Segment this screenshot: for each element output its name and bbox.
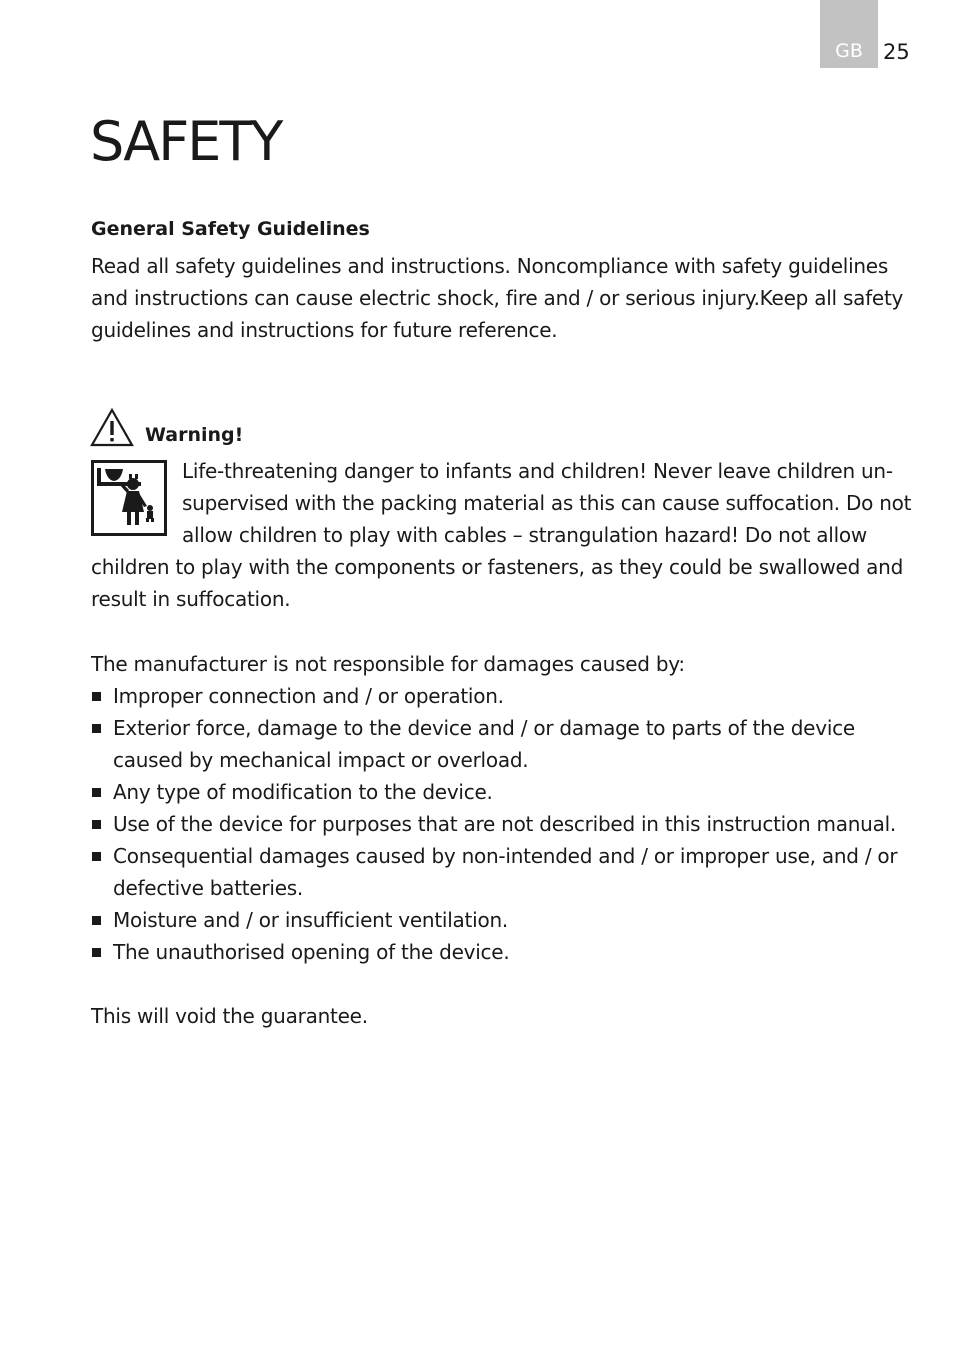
list-item: Exterior force, damage to the device and / or damage to parts of the device caused by mechanical impact or overload.: [91, 712, 921, 776]
pictogram-wrap-spacer: [91, 455, 182, 551]
damage-causes-list: [91, 680, 921, 968]
list-item: Moisture and / or insufficient ventilation.: [91, 904, 921, 936]
warning-text-block: [91, 455, 921, 615]
general-safety-heading: General Safety Guidelines: [91, 218, 370, 240]
list-item: Any type of modification to the device.: [91, 776, 921, 808]
general-safety-text: Read all safety guidelines and instructions. Noncompliance with safety guidelines and instructions can cause electric shock, fire and / or serious injury.Keep all safety guidelines and instructions for future reference.: [91, 254, 904, 342]
warning-text: Life-threatening danger to infants and children! Never leave children un-supervised with the packing material as this can cause suffocation. Do not allow children to play with cables – strangulation hazard! Do not allow children to play with the components or fasteners, as they could be swallowed and result in suffocation.: [91, 459, 912, 611]
page-title: SAFETY: [90, 110, 282, 173]
guarantee-void-note: This will void the guarantee.: [91, 1004, 368, 1028]
list-item: Improper connection and / or operation.: [91, 680, 921, 712]
list-item: Consequential damages caused by non-intended and / or improper use, and / or defective batteries.: [91, 840, 921, 904]
list-item: Use of the device for purposes that are not described in this instruction manual.: [91, 808, 921, 840]
list-item: The unauthorised opening of the device.: [91, 936, 921, 968]
language-tab: GB: [820, 0, 878, 68]
responsibility-intro: The manufacturer is not responsible for damages caused by:: [91, 652, 685, 676]
page-number: 25: [883, 40, 910, 64]
warning-triangle-icon: [90, 408, 134, 448]
warning-label: Warning!: [145, 424, 244, 446]
